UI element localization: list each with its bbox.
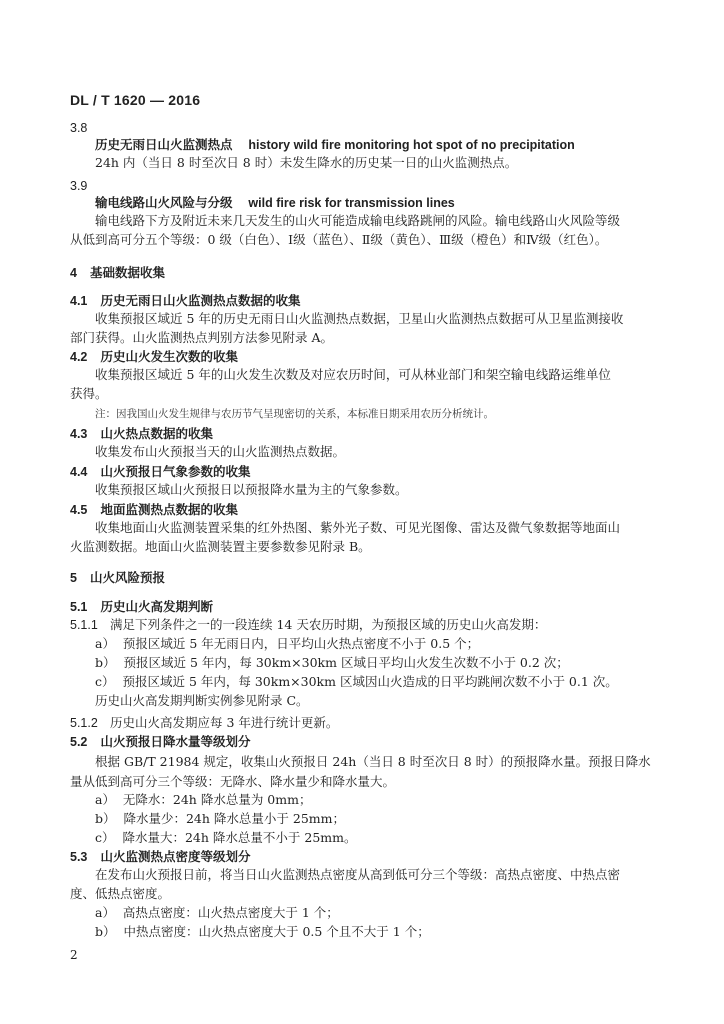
list-text: 高热点密度：山火热点密度大于 1 个；: [122, 905, 339, 920]
clause-5-3-line2: 度、低热点密度。: [70, 886, 171, 901]
clause-4-2-line2: 获得。: [70, 386, 108, 401]
list-label: c）: [95, 674, 115, 689]
list-item-a: [95, 635, 479, 653]
clause-4-3-heading: [70, 425, 213, 443]
list-text: 预报区域近 5 年内，每 30km×30km 区域日平均山火发生次数不小于 0.2 次；: [123, 655, 569, 670]
clause-4-5-heading: [70, 501, 238, 519]
clause-number: 4.2: [70, 350, 88, 364]
clause-4-5-line1: 收集地面山火监测装置采集的红外热图、紫外光子数、可见光图像、雷达及微气象数据等地面山: [95, 520, 621, 535]
clause-4-2-heading: [70, 348, 238, 366]
clause-4-2-note: 注：因我国山火发生规律与农历节气呈现密切的关系，本标准日期采用农历分析统计。: [95, 408, 494, 420]
clause-4-2-line1: 收集预报区域近 5 年的山火发生次数及对应农历时间，可从林业部门和架空输电线路运维单位: [95, 367, 611, 382]
chapter-title: 山火风险预报: [90, 570, 166, 585]
list-item-b: [95, 923, 430, 941]
document-header: DL / T 1620 — 2016: [70, 92, 201, 108]
list-text: 降水量少：24h 降水总量小于 25mm；: [123, 811, 345, 826]
clause-title: 历史山火发生次数的收集: [100, 349, 238, 364]
term-en: wild fire risk for transmission lines: [248, 196, 455, 210]
list-label: b）: [95, 811, 116, 826]
clause-4-3-line1: 收集发布山火预报当天的山火监测热点数据。: [95, 444, 346, 459]
list-label: b）: [95, 655, 116, 670]
clause-title: 历史无雨日山火监测热点数据的收集: [100, 293, 301, 308]
term-zh: 输电线路山火风险与分级: [95, 195, 233, 210]
list-item-c: [95, 673, 618, 691]
clause-number-3-8: 3.8: [70, 121, 88, 135]
clause-4-1-heading: [70, 292, 300, 310]
list-label: a）: [95, 905, 115, 920]
list-text: 无降水：24h 降水总量为 0mm；: [122, 792, 312, 807]
clause-4-1-line1: 收集预报区域近 5 年的历史无雨日山火监测热点数据，卫星山火监测热点数据可从卫星监测接收: [95, 311, 624, 326]
clause-5-1-heading: [70, 598, 213, 616]
clause-number: 4.3: [70, 427, 88, 441]
list-label: c）: [95, 830, 115, 845]
chapter-title: 基础数据收集: [90, 265, 166, 280]
page-number: 2: [70, 948, 78, 962]
definition-3-9-line2: 从低到高可分五个等级：0 级（白色）、Ⅰ级（蓝色）、Ⅱ级（黄色）、Ⅲ级（橙色）和Ⅳ级（红色）。: [70, 232, 608, 247]
list-label: b）: [95, 924, 116, 939]
clause-5-2-heading: [70, 733, 250, 751]
clause-4-4-line1: 收集预报区域山火预报日以预报降水量为主的气象参数。: [95, 482, 408, 497]
clause-number: 4.1: [70, 294, 88, 308]
clause-number: 5.2: [70, 735, 88, 749]
list-text: 降水量大：24h 降水总量不小于 25mm。: [122, 830, 357, 845]
chapter-5-heading: [70, 569, 165, 587]
clause-5-2-line1: 根据 GB/T 21984 规定，收集山火预报日 24h（当日 8 时至次日 8 时）的预报降水量。预报日降水: [95, 754, 651, 769]
clause-5-1-1-line2: 历史山火高发期判断实例参见附录 C。: [95, 693, 309, 708]
list-label: a）: [95, 792, 115, 807]
list-text: 预报区域近 5 年无雨日内，日平均山火热点密度不小于 0.5 个；: [122, 636, 480, 651]
clause-5-1-1-line1: 满足下列条件之一的一段连续 14 天农历时期，为预报区域的历史山火高发期：: [110, 617, 547, 632]
list-item-a: [95, 791, 311, 809]
clause-title: 山火监测热点密度等级划分: [100, 849, 251, 864]
clause-4-1-line2: 部门获得。山火监测热点判别方法参见附录 A。: [70, 330, 334, 345]
list-item-b: [95, 810, 345, 828]
definition-3-9-line1: 输电线路下方及附近未来几天发生的山火可能造成输电线路跳闸的风险。输电线路山火风险等级: [95, 213, 621, 228]
clause-title: 山火热点数据的收集: [100, 426, 213, 441]
clause-title: 历史山火高发期判断: [100, 599, 213, 614]
list-label: a）: [95, 636, 115, 651]
list-item-b: [95, 654, 569, 672]
clause-number-3-9: 3.9: [70, 179, 88, 193]
clause-title: 地面监测热点数据的收集: [100, 502, 238, 517]
clause-5-3-heading: [70, 848, 250, 866]
list-text: 预报区域近 5 年内，每 30km×30km 区域因山火造成的日平均跳闸次数不小于 0.1 次。: [122, 674, 618, 689]
term-zh: 历史无雨日山火监测热点: [95, 137, 233, 152]
list-item-a: [95, 904, 339, 922]
clause-title: 山火预报日气象参数的收集: [100, 464, 251, 479]
clause-number: 5.1: [70, 600, 88, 614]
clause-number-5-1-1: 5.1.1: [70, 618, 98, 632]
clause-4-5-line2: 火监测数据。地面山火监测装置主要参数参见附录 B。: [70, 539, 371, 554]
term-3-9: [95, 194, 455, 212]
list-text: 中热点密度：山火热点密度大于 0.5 个且不大于 1 个；: [123, 924, 430, 939]
chapter-4-heading: [70, 264, 165, 282]
clause-number-5-1-2: 5.1.2: [70, 716, 98, 730]
chapter-number: 4: [70, 266, 77, 280]
clause-number: 4.4: [70, 465, 88, 479]
term-en: history wild fire monitoring hot spot of no precipitation: [248, 138, 575, 152]
clause-5-2-line2: 量从低到高可分三个等级：无降水、降水量少和降水量大。: [70, 774, 396, 789]
clause-5-3-line1: 在发布山火预报日前，将当日山火监测热点密度从高到低可分三个等级：高热点密度、中热点密: [95, 867, 621, 882]
clause-4-4-heading: [70, 463, 250, 481]
clause-number: 5.3: [70, 850, 88, 864]
chapter-number: 5: [70, 571, 77, 585]
term-3-8: [95, 136, 575, 154]
clause-title: 山火预报日降水量等级划分: [100, 734, 251, 749]
list-item-c: [95, 829, 356, 847]
definition-3-8: 24h 内（当日 8 时至次日 8 时）未发生降水的历史某一日的山火监测热点。: [95, 155, 518, 170]
clause-number: 4.5: [70, 503, 88, 517]
clause-5-1-2-line1: 历史山火高发期应每 3 年进行统计更新。: [110, 715, 339, 730]
